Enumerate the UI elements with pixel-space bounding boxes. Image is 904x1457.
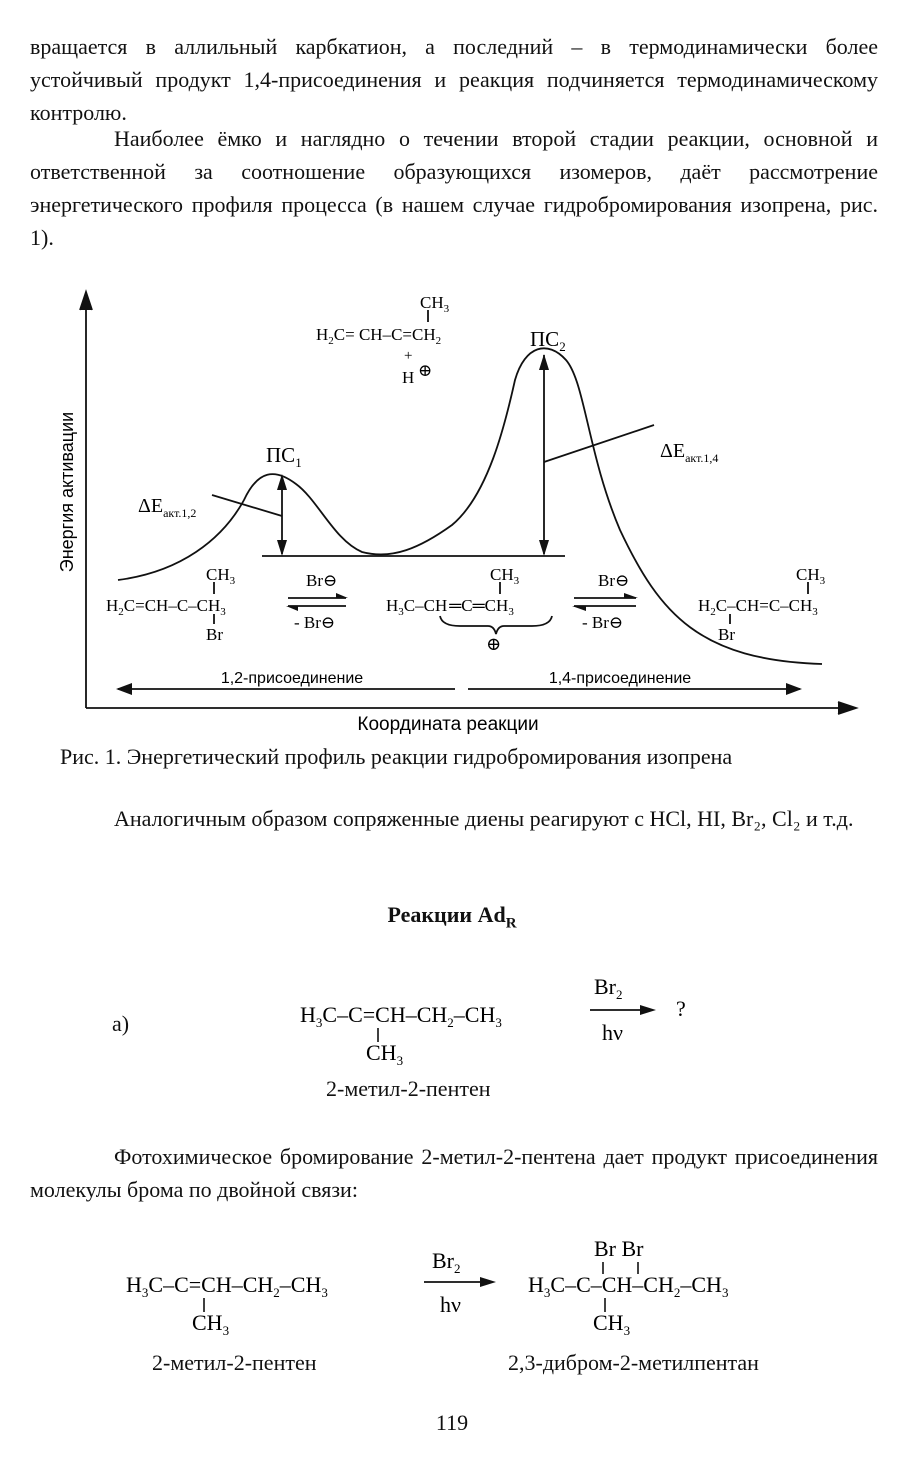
eq-left-head-left <box>286 606 298 611</box>
arrow-14-head <box>786 683 802 695</box>
ts2-label: $ПС_2$ <box>530 327 566 354</box>
reaction-b-reactant-name: 2-метил-2-пентен <box>152 1350 317 1375</box>
x-axis-arrow <box>838 702 856 714</box>
reaction-a-scheme <box>290 968 710 1068</box>
reaction-b-arrowhead <box>480 1277 496 1287</box>
dE14-label: $\Delta E_{акт.1,4}$ <box>660 440 719 465</box>
paragraph-2: Наиболее ёмко и наглядно о течении второй стадии реакции, основной и ответственной за соотношение образующихся изомеров, даёт рассмотрение энергетического профиля процесса (в нашем случае гидробромирования изопрена, рис. 1). <box>30 126 878 250</box>
isoprene-chain: $H_2C= CH-C=CH_2$ <box>316 325 442 347</box>
cation-chain: $H_3C-CH$ $═C═CH_3$ <box>386 596 514 618</box>
p14-chain: $H_2C-CH=C-CH_3$ <box>698 596 818 618</box>
reaction-b-product-name: 2,3-дибром-2-метилпентан <box>508 1350 759 1375</box>
reaction-b-reactant: $H_3C-C=CH-CH_2-CH_3$ <box>126 1272 328 1300</box>
p14-methyl: $CH_3$ <box>796 565 826 587</box>
allyl-brace <box>440 616 552 634</box>
eq-right-top-label: Br⊖ <box>598 571 630 590</box>
reaction-a-condition: hν <box>602 1020 623 1045</box>
reaction-b-product: $H_3C-C-CH-CH_2-CH_3$ <box>528 1272 729 1300</box>
isoprene-proton: H <box>402 368 415 387</box>
reaction-b-condition: hν <box>440 1292 461 1317</box>
isoprene-proton-charge: ⊕ <box>418 361 433 380</box>
page-number: 119 <box>435 1410 469 1435</box>
reaction-a-arrowhead <box>640 1005 656 1015</box>
dE12-arrowhead-down <box>277 540 287 556</box>
reaction-b-scheme <box>118 1232 818 1342</box>
label-14-addition: 1,4-присоединение <box>548 670 692 687</box>
dE14-leader <box>544 425 654 462</box>
reaction-a-label: а) <box>112 1011 130 1036</box>
dE12-label: $\Delta E_{акт.1,2}$ <box>138 495 197 520</box>
reaction-a-question: ? <box>676 996 686 1021</box>
dE14-arrowhead-down <box>539 540 549 556</box>
p12-bromine: Br <box>206 625 223 644</box>
paragraph-1: вращается в аллильный карбкатион, а последний – в термодинамически более устойчивый продукт 1,4-присоединения и реакция подчиняется термодинамическому контролю. <box>30 34 878 125</box>
reaction-b-product-methyl: $CH_3$ <box>593 1310 631 1338</box>
p14-bromine: Br <box>718 625 735 644</box>
dE14-arrowhead-up <box>539 354 549 370</box>
x-axis-label: Координата реакции <box>357 714 539 735</box>
eq-right-bottom-label: - Br⊖ <box>582 613 624 632</box>
y-axis-arrow <box>80 292 92 310</box>
y-axis-label: Энергия активации <box>57 411 77 573</box>
isoprene-methyl: $CH_3$ <box>420 293 450 315</box>
label-12-addition: 1,2-присоединение <box>220 670 364 687</box>
ts1-label: $ПС_1$ <box>266 443 302 470</box>
p12-chain: $H_2C=CH-C-CH_3$ <box>106 596 226 618</box>
eq-left-head-right <box>336 593 348 598</box>
figure-caption: Рис. 1. Энергетический профиль реакции гидробромирования изопрена <box>60 744 733 769</box>
dE12-arrowhead-up <box>277 474 287 490</box>
paragraph-4: Фотохимическое бромирование 2-метил-2-пентена дает продукт присоединения молекулы брома по двойной связи: <box>30 1144 878 1202</box>
reaction-a-name: 2-метил-2-пентен <box>326 1076 491 1101</box>
reaction-b-reagent: $Br_2$ <box>432 1248 461 1276</box>
isoprene-plus: + <box>404 348 413 364</box>
reaction-b-reactant-methyl: $CH_3$ <box>192 1310 230 1338</box>
paragraph-3: Аналогичным образом сопряженные диены реагируют с HCl, HI, Br₂, Cl₂ и т.д. <box>114 806 854 831</box>
dE12-leader <box>212 495 282 516</box>
reaction-b-product-bromines: Br Br <box>594 1236 644 1261</box>
cation-charge: ⊕ <box>486 634 502 654</box>
cation-methyl: $CH_3$ <box>490 565 520 587</box>
reaction-a-methyl: $CH_3$ <box>366 1040 404 1068</box>
reaction-a-reactant: $H_3C-C=CH-CH_2-CH_3$ <box>300 1002 502 1030</box>
arrow-12-head <box>116 683 132 695</box>
reaction-a-reagent: $Br_2$ <box>594 974 623 1002</box>
p12-methyl: $CH_3$ <box>206 565 236 587</box>
section-heading: Реакции $Ad_R$ <box>387 902 517 932</box>
eq-left-top-label: Br⊖ <box>306 571 338 590</box>
eq-left-bottom-label: - Br⊖ <box>294 613 336 632</box>
